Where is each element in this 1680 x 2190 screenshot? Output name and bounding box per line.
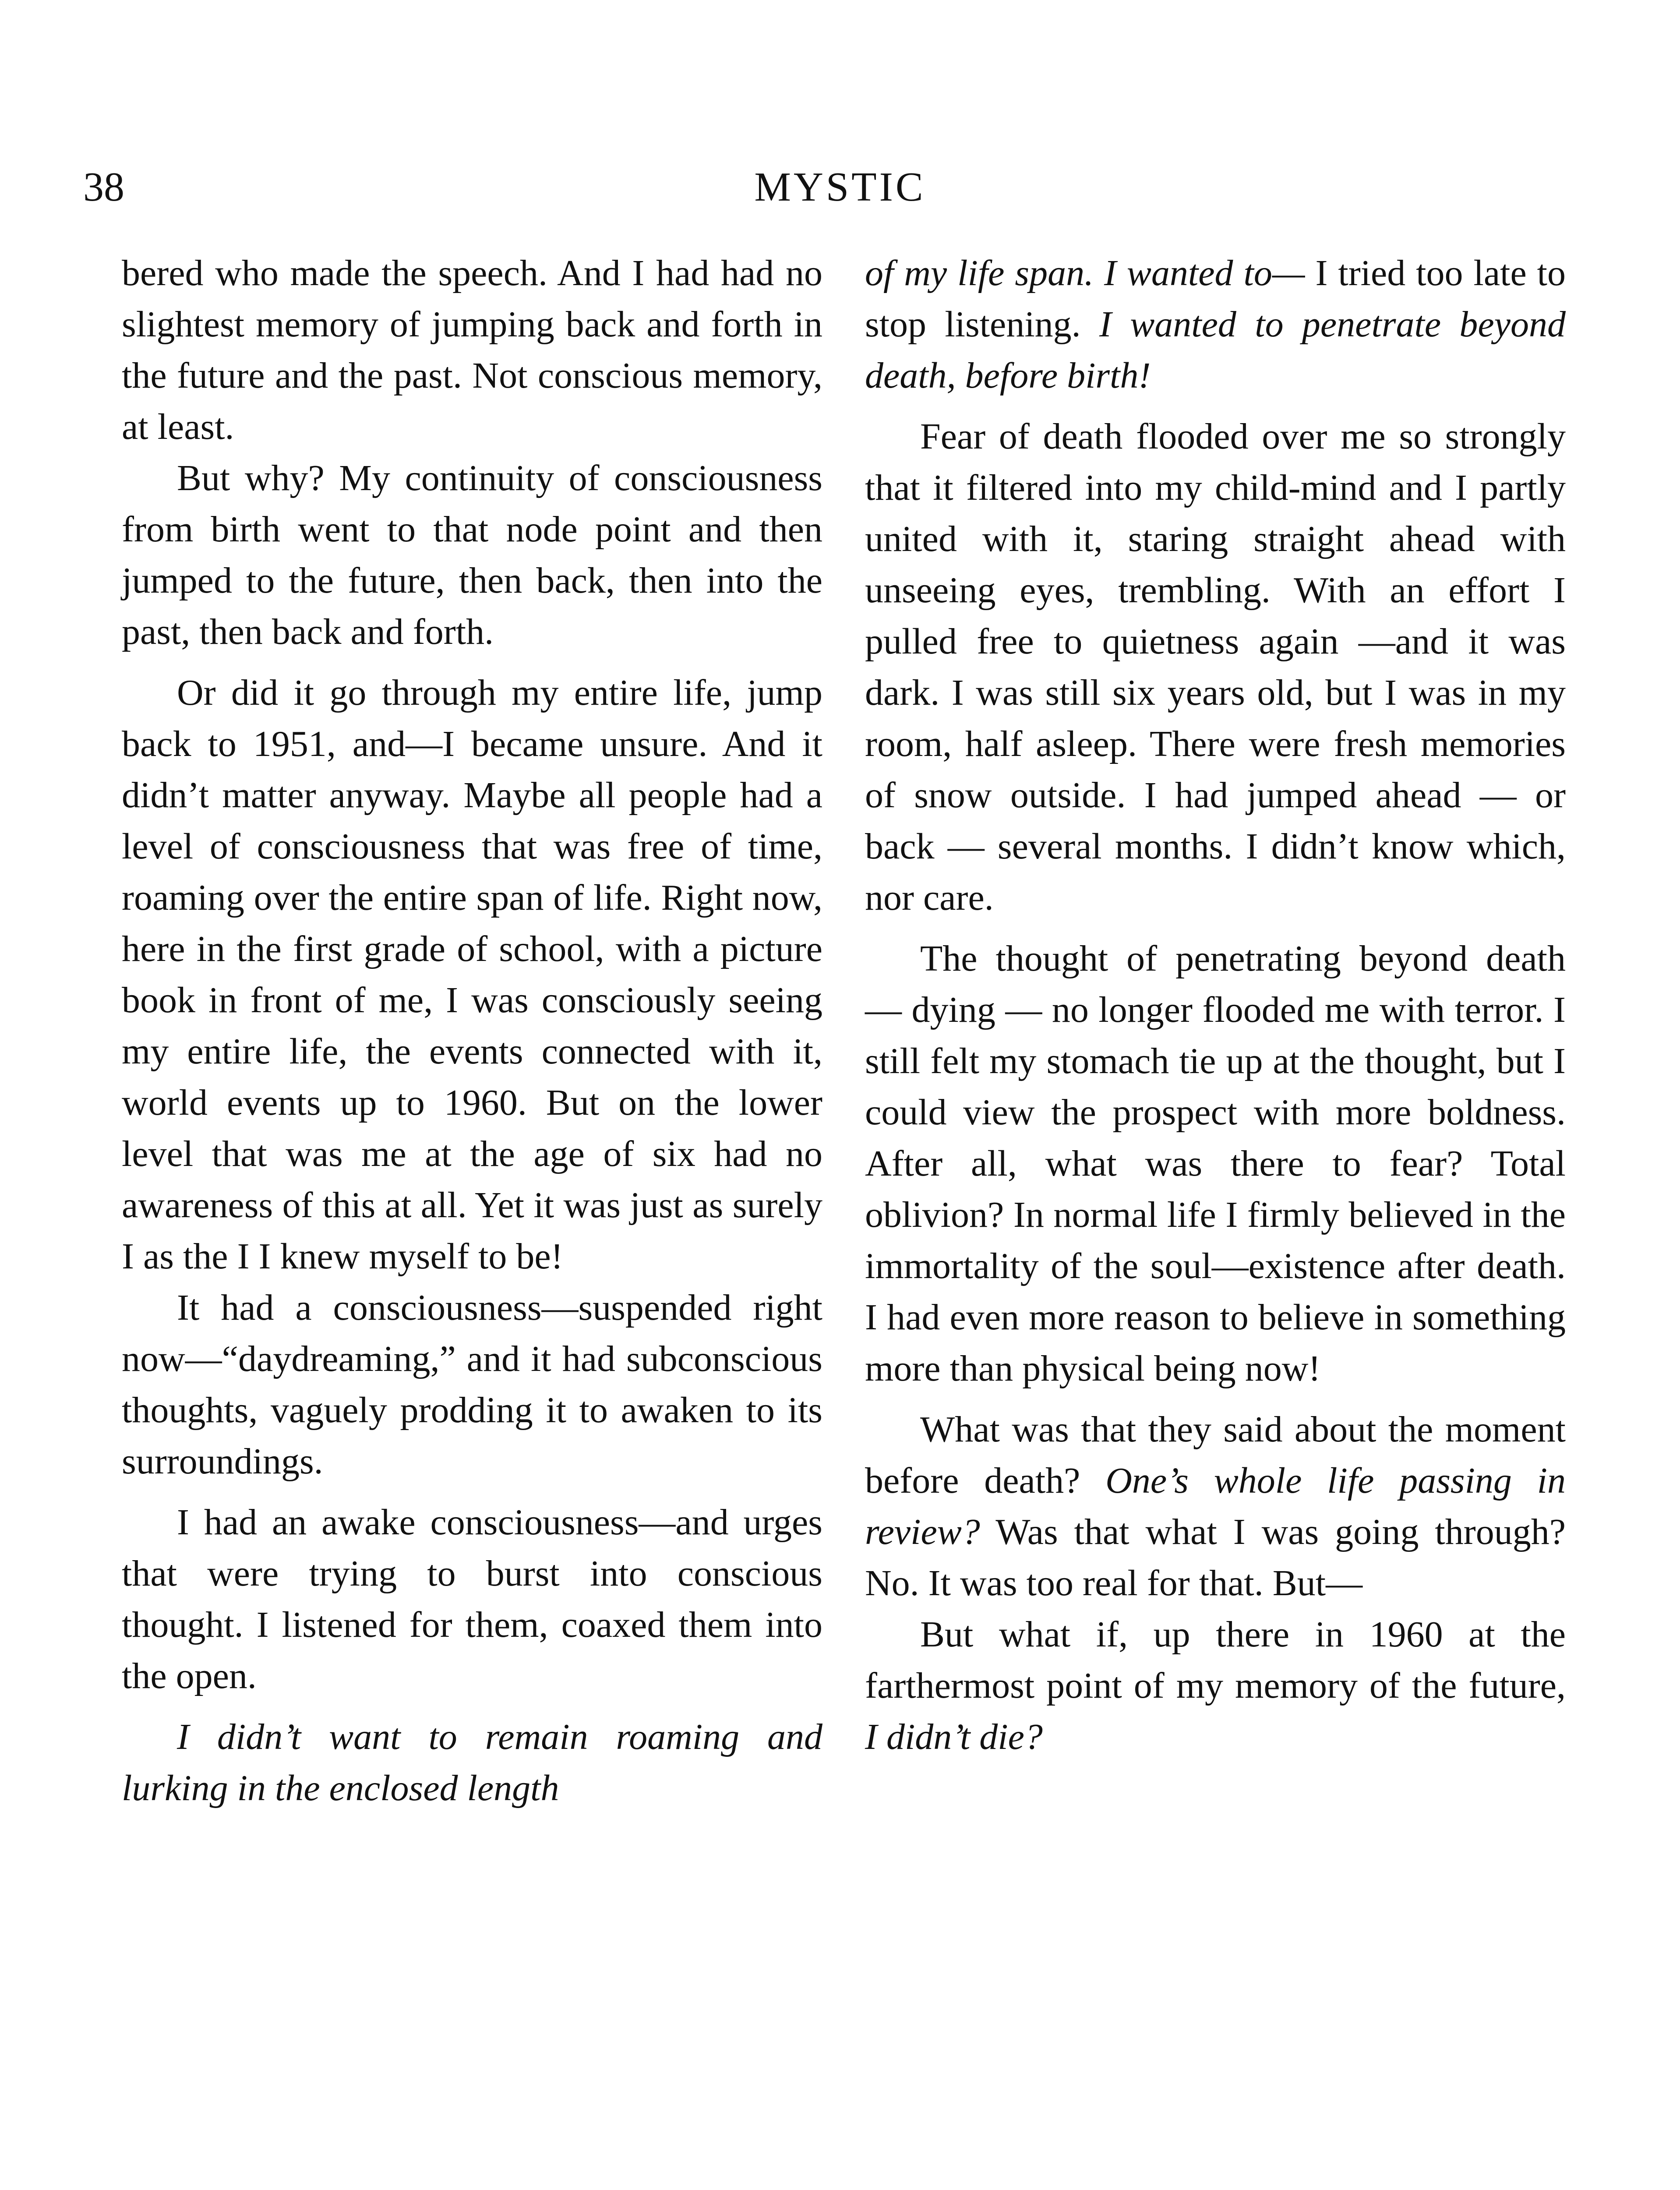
paragraph-text: Fear of death flooded over me so strongly that it filtered into my child-mind and I partly united with it, staring straight ahead with unseeing eyes, trembling. With an effort I pulled free to quietness again —and it was dark. I was still six years old, but I was in my room, half asleep. There were fresh memories of snow outside. I had jumped ahead — or back — several months. I didn’t know which, nor care. xyxy=(865,416,1566,918)
paragraph-text: I tried too late to stop listening. xyxy=(865,253,1566,345)
paragraph xyxy=(122,247,822,452)
paragraph xyxy=(122,1282,822,1487)
paragraph xyxy=(865,411,1566,923)
paragraph-text: I had an awake consciousness—and urges that were trying to burst into conscious thought. I listened for them, coaxed them into the open. xyxy=(122,1502,822,1696)
paragraph xyxy=(122,1711,822,1814)
paragraph-text: It had a consciousness—suspended right now—“daydreaming,” and it had subconscious thoughts, vaguely prodding it to awaken to its surroundings. xyxy=(122,1287,822,1482)
paragraph-text: Or did it go through my entire life, jump back to 1951, and—I became unsure. And it didn’t matter anyway. Maybe all people had a level of consciousness that was free of time, roaming over the entire span of life. Right now, here in the first grade of school, with a picture book in front of me, I was consciously seeing my entire life, the events connected with it, world events up to 1960. But on the lower level that was me at the age of six had no awareness of this at all. Yet it was just as surely I as the I I knew myself to be! xyxy=(122,672,822,1277)
paragraph xyxy=(865,247,1566,401)
paragraph-text: But why? My continuity of consciousness from birth went to that node point and then jumped to the future, then back, then into the past, then back and forth. xyxy=(122,458,822,652)
paragraph-text: bered who made the speech. And I had had no slightest memory of jumping back and forth in the future and the past. Not conscious memory, at least. xyxy=(122,253,822,447)
paragraph xyxy=(865,933,1566,1394)
italic-text: of my life span. I wanted to— xyxy=(865,253,1305,293)
italic-text: I didn’t die? xyxy=(865,1717,1043,1757)
paragraph xyxy=(122,667,822,1282)
paragraph xyxy=(122,452,822,657)
left-column xyxy=(122,247,822,1814)
right-column xyxy=(865,247,1566,1763)
running-head: MYSTIC xyxy=(754,164,926,210)
paragraph-text: Was that what I was going through? No. It was too real for that. But— xyxy=(865,1512,1566,1604)
paragraph xyxy=(865,1404,1566,1609)
paragraph-text: But what if, up there in 1960 at the farthermost point of my memory of the future, xyxy=(865,1614,1566,1706)
paragraph-text: The thought of penetrating beyond death — dying — no longer flooded me with terror. I still felt my stomach tie up at the thought, but I could view the prospect with more boldness. After all, what was there to fear? Total oblivion? In normal life I firmly believed in the immortality of the soul—existence after death. I had even more reason to believe in something more than physical being now! xyxy=(865,938,1566,1389)
paragraph-text: What was that they said about the moment before death? xyxy=(865,1409,1566,1501)
italic-text: I didn’t want to remain roaming and lurking in the enclosed length xyxy=(122,1717,822,1809)
page-number: 38 xyxy=(83,164,124,210)
italic-text: I wanted to penetrate beyond death, before birth! xyxy=(865,304,1566,396)
paragraph xyxy=(865,1609,1566,1763)
paragraph xyxy=(122,1497,822,1702)
italic-text: One’s whole life passing in review? xyxy=(865,1460,1566,1552)
